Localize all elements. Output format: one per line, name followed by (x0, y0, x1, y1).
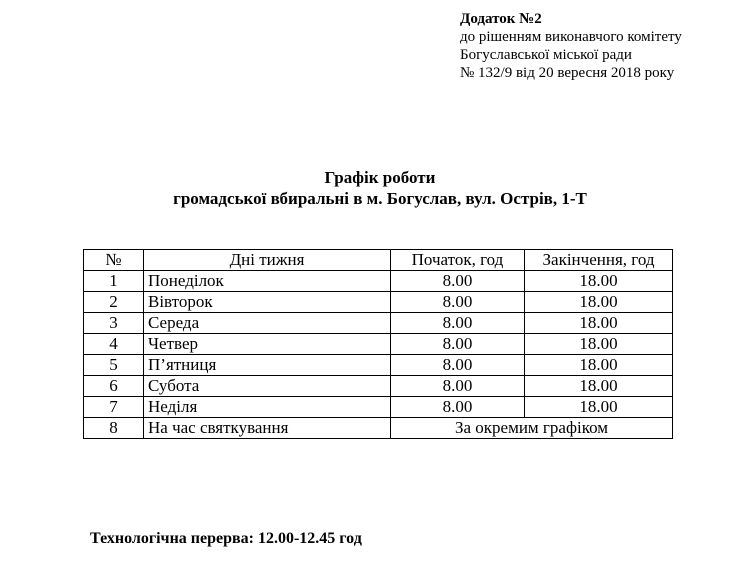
table-row (84, 313, 673, 334)
row-day: Вівторок (144, 292, 391, 313)
row-num: 7 (84, 397, 144, 418)
document-title (80, 167, 680, 209)
row-day: Субота (144, 376, 391, 397)
technical-break-note: Технологічна перерва: 12.00-12.45 год (90, 530, 362, 547)
table-row (84, 271, 673, 292)
header-day: Дні тижня (144, 250, 391, 271)
table-row (84, 397, 673, 418)
row-start: 8.00 (391, 292, 525, 313)
table-row (84, 292, 673, 313)
document-title-line2: громадської вбиральні в м. Богуслав, вул. Острів, 1-Т (173, 189, 587, 208)
annex-title: Додаток №2 (460, 11, 542, 27)
row-end: 18.00 (525, 313, 673, 334)
table-row-holiday (84, 418, 673, 439)
row-day: П’ятниця (144, 355, 391, 376)
row-end: 18.00 (525, 397, 673, 418)
annex-line-number-date: № 132/9 від 20 вересня 2018 року (460, 65, 675, 81)
row-end: 18.00 (525, 334, 673, 355)
header-num: № (84, 250, 144, 271)
table-row (84, 334, 673, 355)
row-end: 18.00 (525, 271, 673, 292)
row-special-schedule: За окремим графіком (391, 418, 673, 439)
schedule-table (83, 249, 673, 439)
row-start: 8.00 (391, 271, 525, 292)
row-day: Четвер (144, 334, 391, 355)
row-num: 1 (84, 271, 144, 292)
row-start: 8.00 (391, 334, 525, 355)
row-day: Середа (144, 313, 391, 334)
row-end: 18.00 (525, 292, 673, 313)
table-header-row (84, 250, 673, 271)
row-day: На час святкування (144, 418, 391, 439)
header-start: Початок, год (391, 250, 525, 271)
table-row (84, 376, 673, 397)
row-num: 2 (84, 292, 144, 313)
annex-line-decision: до рішенням виконавчого комітету (460, 29, 682, 45)
row-day: Неділя (144, 397, 391, 418)
row-start: 8.00 (391, 376, 525, 397)
row-num: 8 (84, 418, 144, 439)
annex-header (460, 10, 682, 82)
row-num: 3 (84, 313, 144, 334)
row-num: 5 (84, 355, 144, 376)
annex-line-council: Богуславської міської ради (460, 47, 632, 63)
row-num: 6 (84, 376, 144, 397)
row-start: 8.00 (391, 313, 525, 334)
document-title-line1: Графік роботи (324, 168, 436, 187)
header-end: Закінчення, год (525, 250, 673, 271)
row-start: 8.00 (391, 355, 525, 376)
row-end: 18.00 (525, 355, 673, 376)
row-start: 8.00 (391, 397, 525, 418)
row-num: 4 (84, 334, 144, 355)
table-row (84, 355, 673, 376)
row-end: 18.00 (525, 376, 673, 397)
row-day: Понеділок (144, 271, 391, 292)
